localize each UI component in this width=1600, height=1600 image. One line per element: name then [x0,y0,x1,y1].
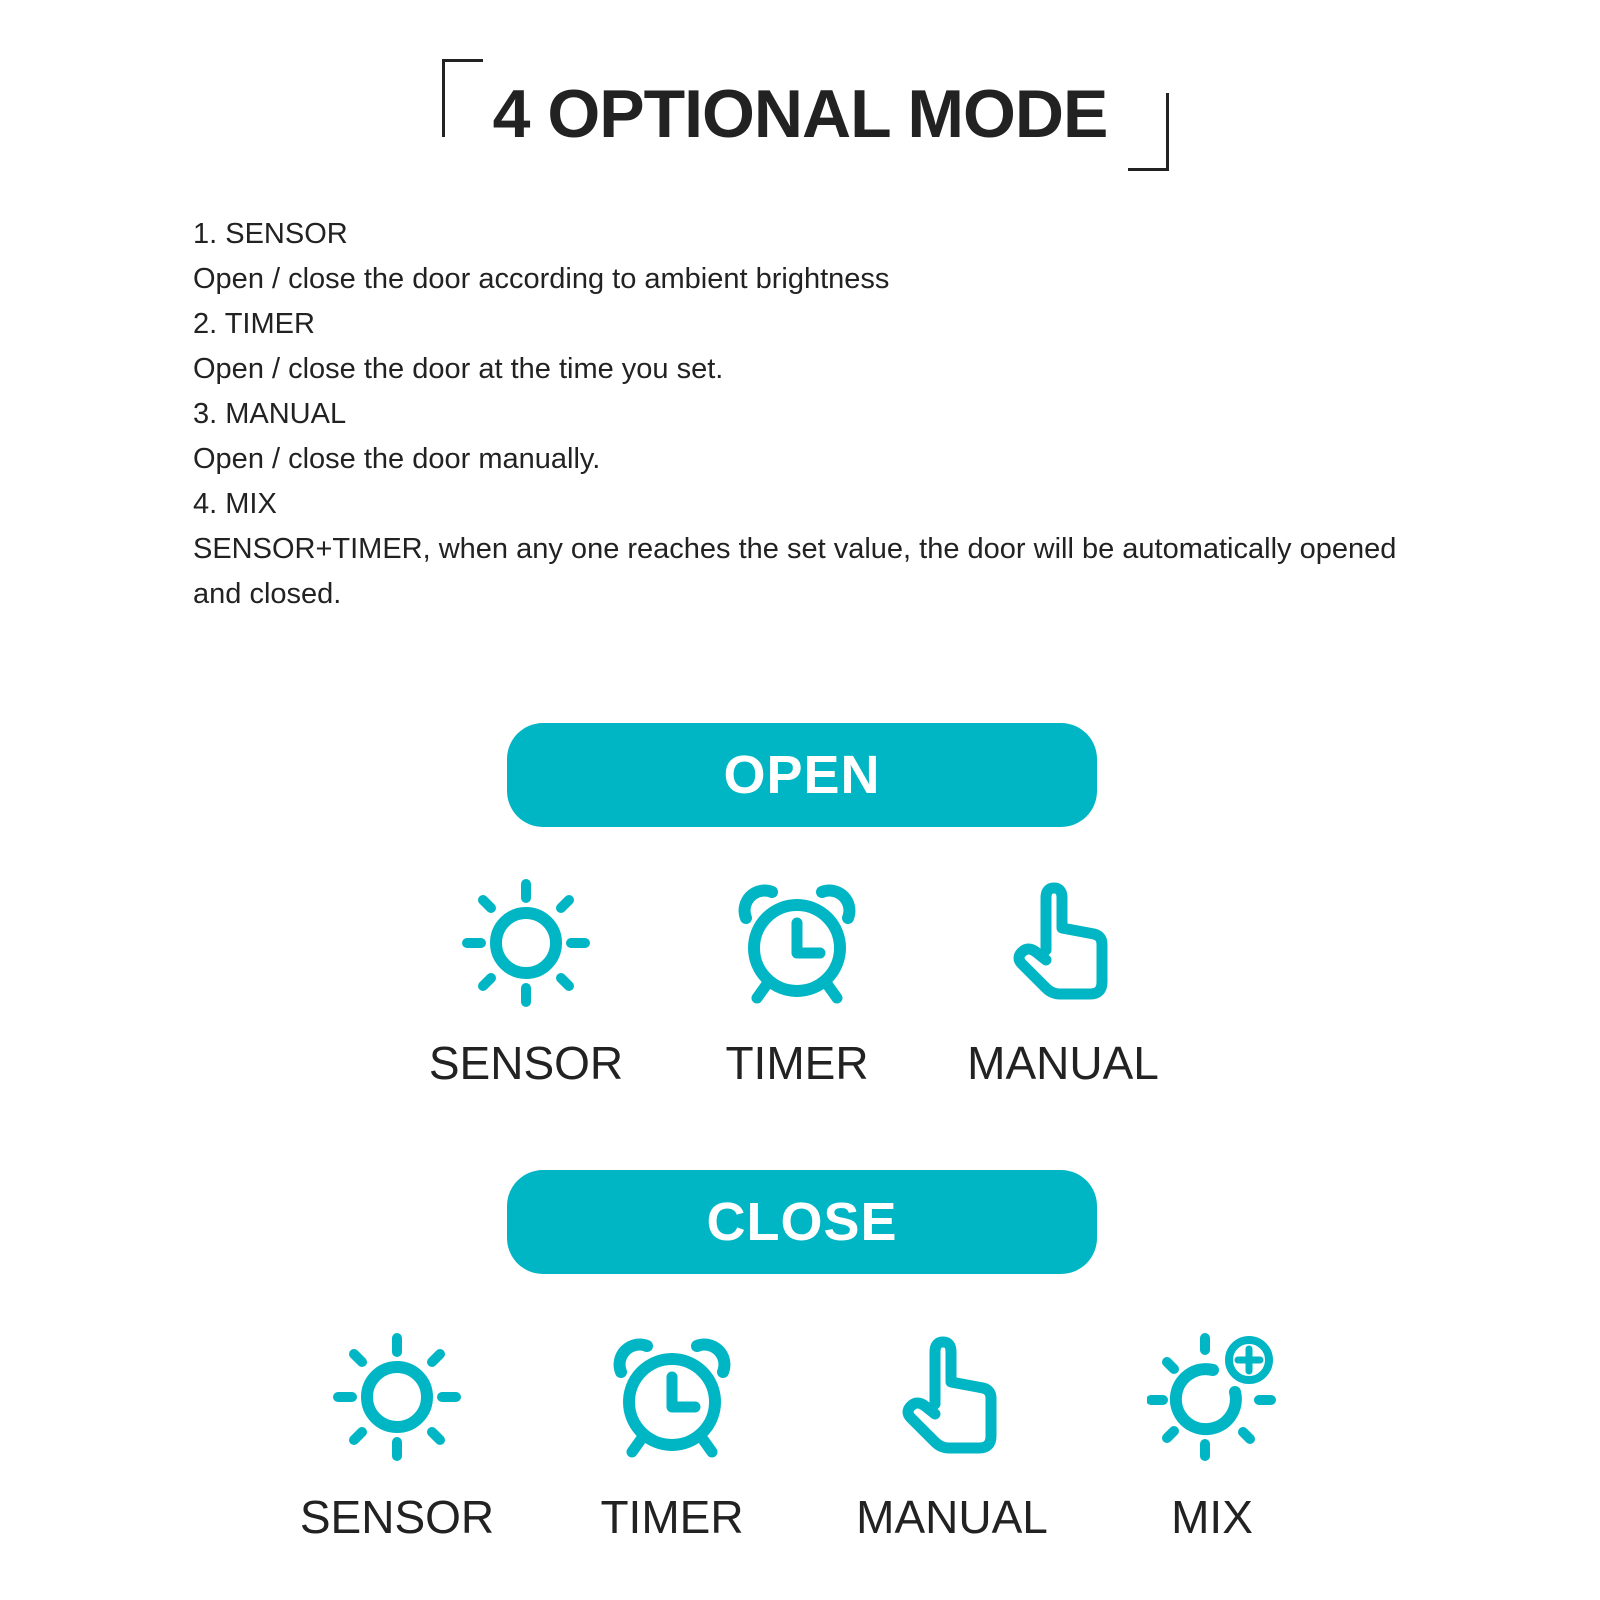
close-mode-sensor-label: SENSOR [299,1491,495,1543]
alarm-clock-icon [732,878,862,1008]
open-mode-timer-label: TIMER [725,1037,869,1089]
open-mode-sensor [406,878,646,1090]
close-mode-timer-label: TIMER [600,1491,744,1543]
close-banner: CLOSE [507,1170,1097,1274]
open-banner: OPEN [507,723,1097,827]
close-mode-manual [832,1332,1072,1544]
mode-heading-mix: 4. MIX [193,488,277,520]
close-mode-manual-label: MANUAL [856,1491,1048,1543]
bracket-bottom-right [1128,93,1169,171]
open-mode-manual [943,878,1183,1090]
hand-pointer-icon [998,878,1128,1008]
sun-icon [332,1332,462,1462]
close-mode-sensor [277,1332,517,1544]
open-mode-timer [677,878,917,1090]
mode-heading-timer: 2. TIMER [193,308,315,340]
page-title: 4 OPTIONAL MODE [492,76,1108,152]
mode-text-sensor: Open / close the door according to ambient brightness [193,263,890,295]
mode-text-mix: SENSOR+TIMER, when any one reaches the set value, the door will be automatically opened and closed. [193,533,1397,610]
alarm-clock-icon [607,1332,737,1462]
sun-plus-icon [1147,1332,1277,1462]
mode-heading-sensor: 1. SENSOR [193,218,348,250]
mode-heading-manual: 3. MANUAL [193,398,347,430]
close-mode-mix [1092,1332,1332,1544]
close-mode-timer [552,1332,792,1544]
hand-pointer-icon [887,1332,1017,1462]
title-area [0,55,1600,175]
mode-description-list [193,212,1433,617]
sun-icon [461,878,591,1008]
open-mode-manual-label: MANUAL [967,1037,1159,1089]
mode-text-manual: Open / close the door manually. [193,443,601,475]
mode-text-timer: Open / close the door at the time you set. [193,353,724,385]
open-mode-sensor-label: SENSOR [428,1037,624,1089]
close-mode-mix-label: MIX [1171,1491,1253,1543]
